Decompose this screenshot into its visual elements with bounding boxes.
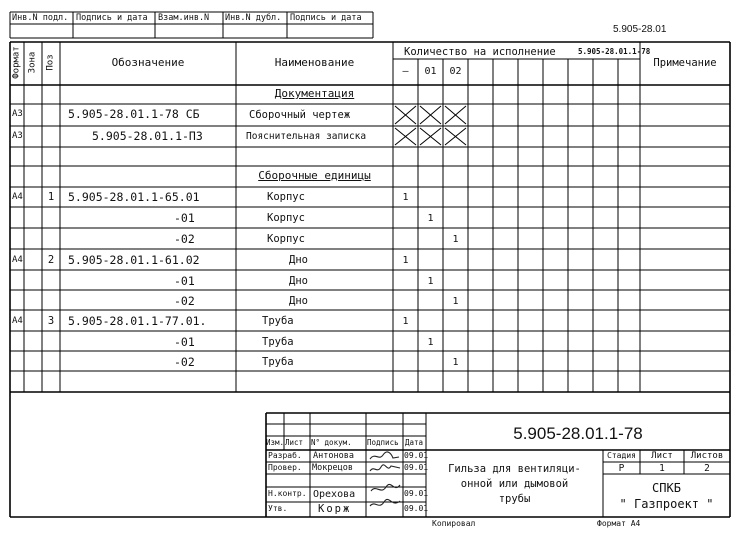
row-format: А3 xyxy=(12,109,23,119)
tb-sheet-value: 1 xyxy=(659,463,665,474)
tb-header-doc-no: N° докум. xyxy=(311,438,352,447)
row-designation: -01 xyxy=(174,274,195,288)
row-format: А4 xyxy=(12,316,23,326)
tb-role-developer: Разраб. xyxy=(268,451,302,460)
row-name: Дно xyxy=(289,254,308,266)
handwritten-signatures xyxy=(367,449,403,517)
doc-code-top: 5.905-28.01 xyxy=(613,24,667,35)
row-pos: 1 xyxy=(47,191,55,203)
footer-format: Формат А4 xyxy=(597,519,641,528)
row-format: А4 xyxy=(12,192,23,202)
tb-date-approved: 09.01 xyxy=(404,504,429,513)
tb-date-developer: 09.01 xyxy=(404,451,429,460)
header-qty-col-02: 02 xyxy=(449,66,462,77)
stamp-inv-original: Инв.N подл. xyxy=(12,13,69,23)
row-name: Корпус xyxy=(267,212,305,224)
tb-date-norm-control: 09.01 xyxy=(404,489,429,498)
row-qty-base: 1 xyxy=(402,255,409,266)
row-designation: -01 xyxy=(174,335,195,349)
tb-sheets-label: Листов xyxy=(690,451,724,461)
header-qty-title: Количество на исполнение xyxy=(404,46,556,58)
row-qty-02: 1 xyxy=(452,357,459,368)
tb-role-approved: Утв. xyxy=(268,504,288,513)
row-name: Пояснительная записка xyxy=(246,131,367,142)
footer-copied: Копировал xyxy=(432,519,476,528)
row-format: А4 xyxy=(12,255,23,265)
row-qty-02: 1 xyxy=(452,234,459,245)
tb-stage-value: Р xyxy=(618,463,625,474)
header-designation: Обозначение xyxy=(111,56,185,69)
header-qty-col-base: — xyxy=(402,66,409,77)
header-zone: Зона xyxy=(27,51,38,74)
row-pos: 2 xyxy=(47,254,55,266)
header-qty-code: 5.905-28.01.1-78 xyxy=(578,47,651,56)
tb-date-checker: 09.01 xyxy=(404,463,429,472)
row-name: Дно xyxy=(289,275,308,287)
header-qty-col-01: 01 xyxy=(424,66,437,77)
org-name-2: " Газпроект " xyxy=(619,497,714,511)
stamp-signature-date-2: Подпись и дата xyxy=(290,13,362,23)
row-name: Труба xyxy=(262,315,294,327)
row-designation: 5.905-28.01.1-78 СБ xyxy=(68,107,200,121)
row-name: Сборочный чертеж xyxy=(249,109,351,121)
tb-header-sheet: Лист xyxy=(285,438,304,447)
row-format: А3 xyxy=(12,131,23,141)
stamp-signature-date-1: Подпись и дата xyxy=(76,13,148,23)
header-format: Формат xyxy=(11,46,22,79)
row-name: Корпус xyxy=(267,191,305,203)
tb-name-approved: Корж xyxy=(318,503,352,515)
row-designation: -02 xyxy=(174,355,195,369)
tb-sheet-label: Лист xyxy=(651,451,673,461)
header-note: Примечание xyxy=(653,57,717,69)
row-qty-01: 1 xyxy=(427,337,434,348)
title-line-2: онной или дымовой xyxy=(460,478,569,490)
tb-header-signature: Подпись xyxy=(367,438,399,447)
row-name: Труба xyxy=(262,356,294,368)
row-designation: 5.905-28.01.1-77.01. xyxy=(68,314,207,328)
row-name: Дно xyxy=(289,295,308,307)
tb-name-developer: Антонова xyxy=(313,451,354,461)
header-name: Наименование xyxy=(274,56,355,69)
row-designation: -01 xyxy=(174,211,195,225)
tb-role-norm-control: Н.контр. xyxy=(268,489,307,498)
tb-name-checker: Мокрецов xyxy=(312,463,353,473)
row-qty-01: 1 xyxy=(427,213,434,224)
row-name: Корпус xyxy=(267,233,305,245)
row-designation: 5.905-28.01.1-ПЗ xyxy=(92,129,203,143)
section-assemblies: Сборочные единицы xyxy=(258,169,371,182)
row-designation: 5.905-28.01.1-65.01 xyxy=(68,190,200,204)
tb-name-norm-control: Орехова xyxy=(313,489,356,500)
title-line-1: Гильза для вентиляци- xyxy=(448,463,581,475)
tb-header-change: Изм. xyxy=(266,438,285,447)
tb-sheets-value: 2 xyxy=(704,463,710,474)
tb-role-checker: Провер. xyxy=(268,463,302,472)
section-documentation: Документация xyxy=(274,87,355,100)
tb-header-date: Дата xyxy=(405,438,424,447)
row-designation: -02 xyxy=(174,232,195,246)
row-qty-02: 1 xyxy=(452,296,459,307)
row-designation: 5.905-28.01.1-61.02 xyxy=(68,253,200,267)
row-qty-base: 1 xyxy=(402,192,409,203)
header-pos: Поз xyxy=(45,54,56,71)
org-name: СПКБ xyxy=(652,481,681,495)
tb-stage-label: Стадия xyxy=(607,451,636,460)
row-qty-01: 1 xyxy=(427,276,434,287)
stamp-replace-inv: Взам.инв.N xyxy=(158,13,210,23)
row-designation: -02 xyxy=(174,294,195,308)
title-doc-number: 5.905-28.01.1-78 xyxy=(513,424,643,443)
row-qty-base: 1 xyxy=(402,316,409,327)
stamp-inv-duplicate: Инв.N дубл. xyxy=(225,13,282,23)
row-pos: 3 xyxy=(47,315,55,327)
title-line-3: трубы xyxy=(498,493,531,505)
row-name: Труба xyxy=(262,336,294,348)
